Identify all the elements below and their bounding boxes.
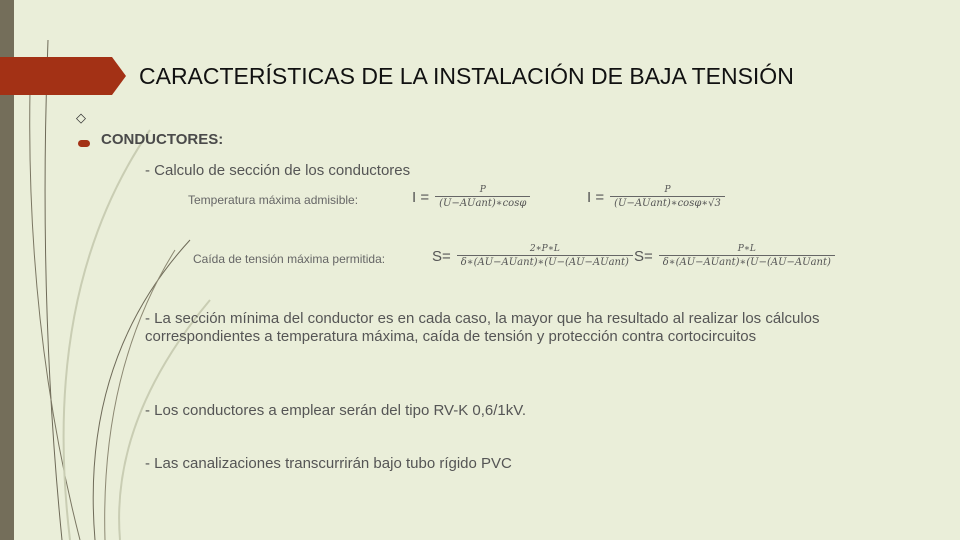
- formula-numerator: 2∗P∗L: [529, 244, 560, 254]
- formula-denominator: (U−AUant)∗cosφ∗√3: [610, 196, 725, 210]
- slide-title: CARACTERÍSTICAS DE LA INSTALACIÓN DE BAJA TENSIÓN: [139, 63, 794, 89]
- formula-label-temperatura: Temperatura máxima admisible:: [188, 193, 359, 207]
- formula-fraction: [659, 244, 835, 269]
- formula-numerator: P∗L: [737, 244, 756, 254]
- list-item: - Calculo de sección de los conductores: [145, 162, 411, 179]
- formula-fraction: [457, 244, 633, 269]
- formula-section-three-phase: [634, 244, 835, 269]
- formula-numerator: P: [479, 185, 486, 195]
- formula-lhs: I =: [587, 189, 605, 206]
- diamond-outline-icon: ◇: [76, 110, 86, 125]
- list-item: - Los conductores a emplear serán del tipo RV-K 0,6/1kV.: [145, 402, 527, 419]
- section-heading: CONDUCTORES:: [101, 131, 224, 148]
- title-accent-tab: [0, 57, 112, 95]
- formula-numerator: P: [664, 185, 671, 195]
- formula-label-caida: Caída de tensión máxima permitida:: [193, 252, 386, 266]
- list-item: - Las canalizaciones transcurrirán bajo tubo rígido PVC: [145, 455, 512, 472]
- formula-current-three-phase: [587, 185, 725, 210]
- formula-current-single-phase: [412, 185, 530, 210]
- formula-denominator: (U−AUant)∗cosφ: [435, 196, 530, 210]
- formula-denominator: δ∗(AU−AUant)∗(U−(AU−AUant): [659, 255, 835, 269]
- formula-lhs: S=: [634, 248, 653, 265]
- formula-fraction: [610, 185, 725, 210]
- formula-lhs: S=: [432, 248, 451, 265]
- rounded-bar-icon: [78, 140, 90, 147]
- formula-denominator: δ∗(AU−AUant)∗(U−(AU−AUant): [457, 255, 633, 269]
- formula-lhs: I =: [412, 189, 430, 206]
- formula-fraction: [435, 185, 530, 210]
- list-item: - La sección mínima del conductor es en cada caso, la mayor que ha resultado al realizar los cálculos correspondientes a temperatura máxima, caída de tensión y protección contra cortocircuitos: [145, 310, 820, 345]
- formula-section-single-phase: [432, 244, 633, 269]
